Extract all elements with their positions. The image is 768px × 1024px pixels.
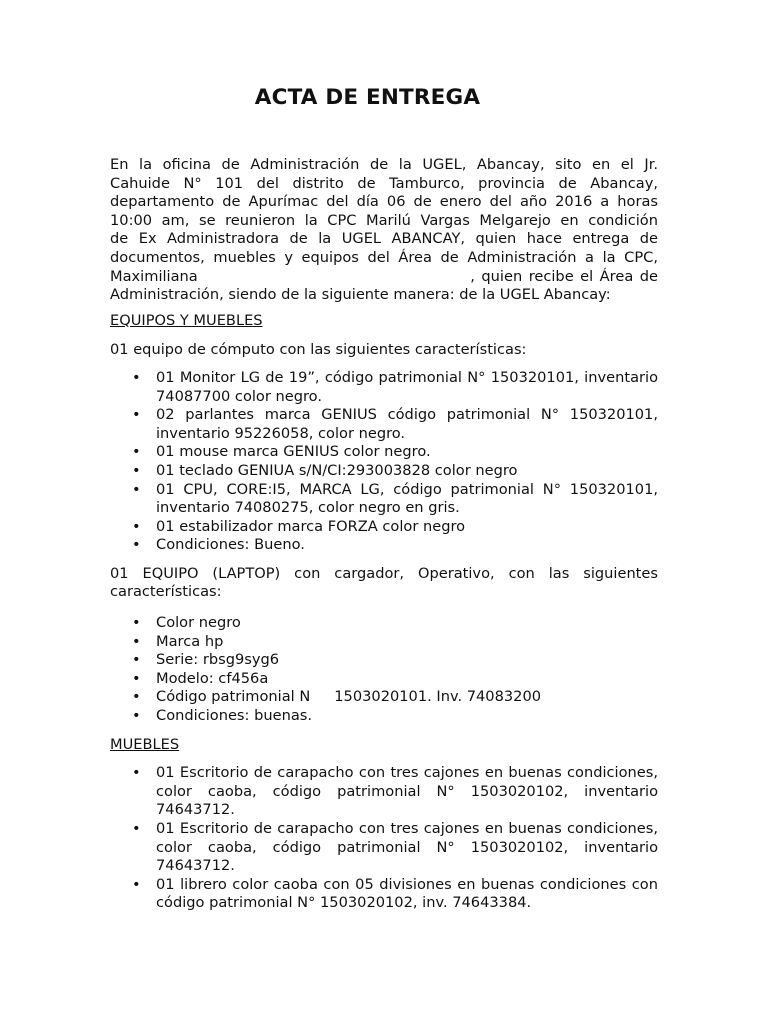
list-item: • Color negro — [156, 614, 658, 633]
code-label: Código patrimonial N — [156, 688, 311, 706]
intro-line: Maximiliana , quien recibe el Área de — [110, 267, 658, 285]
list-item: • Serie: rbsg9syg6 — [156, 651, 658, 670]
document-title: ACTA DE ENTREGA — [254, 85, 481, 110]
computer-items-list — [110, 369, 658, 555]
intro-line: departamento de Apurímac del día 06 de enero del año 2016 a horas — [110, 193, 658, 211]
intro-line: documentos, muebles y equipos del Área de Administración a la CPC, — [110, 248, 658, 266]
list-item: • 01 librero color caoba con 05 divisiones en buenas condiciones con código patrimonial N° 1503020102, inv. 74643384. — [156, 876, 658, 913]
list-item: • 01 mouse marca GENIUS color negro. — [156, 443, 658, 462]
laptop-intro: 01 EQUIPO (LAPTOP) con cargador, Operativo, con las siguientes características: — [110, 564, 658, 601]
intro-line: de Ex Administradora de la UGEL ABANCAY, quien hace entrega de — [110, 230, 658, 248]
intro-line: Administración, siendo de la siguiente manera: de la UGEL Abancay: — [110, 286, 611, 304]
section-heading-equipos: EQUIPOS Y MUEBLES — [110, 311, 263, 329]
list-item: • Condiciones: Bueno. — [156, 536, 658, 555]
intro-line: Cahuide N° 101 del distrito de Tamburco, provincia de Abancay, — [110, 174, 658, 192]
computer-intro: 01 equipo de cómputo con las siguientes características: — [110, 341, 527, 359]
list-item: • Modelo: cf456a — [156, 670, 658, 689]
intro-line: En la oficina de Administración de la UGEL, Abancay, sito en el Jr. — [110, 156, 658, 173]
list-item: • 01 CPU, CORE:I5, MARCA LG, código patrimonial N° 150320101, inventario 74080275, color negro en gris. — [156, 481, 658, 518]
list-item: • 02 parlantes marca GENIUS código patrimonial N° 150320101, inventario 95226058, color negro. — [156, 406, 658, 443]
list-item: • 01 estabilizador marca FORZA color negro — [156, 518, 658, 537]
section-heading-muebles: MUEBLES — [110, 735, 180, 753]
code-value: 1503020101. Inv. 74083200 — [334, 688, 542, 706]
intro-line: 10:00 am, se reunieron la CPC Marilú Vargas Melgarejo en condición — [110, 211, 658, 229]
document-body — [110, 156, 658, 913]
list-item: • 01 Monitor LG de 19”, código patrimonial N° 150320101, inventario 74087700 color negro. — [156, 369, 658, 406]
intro-paragraph — [110, 156, 658, 305]
list-item: • Marca hp — [156, 633, 658, 652]
list-item: • 01 Escritorio de carapacho con tres cajones en buenas condiciones, color caoba, código patrimonial N° 1503020102, inventario 74643712. — [156, 820, 658, 876]
list-item: • 01 Escritorio de carapacho con tres cajones en buenas condiciones, color caoba, código patrimonial N° 1503020102, inventario 74643712. — [156, 764, 658, 820]
list-item-code — [156, 688, 658, 707]
laptop-items-list — [110, 614, 658, 726]
list-item: • 01 teclado GENIUA s/N/CI:293003828 color negro — [156, 462, 658, 481]
list-item: • Condiciones: buenas. — [156, 707, 658, 726]
furniture-items-list — [110, 764, 658, 913]
